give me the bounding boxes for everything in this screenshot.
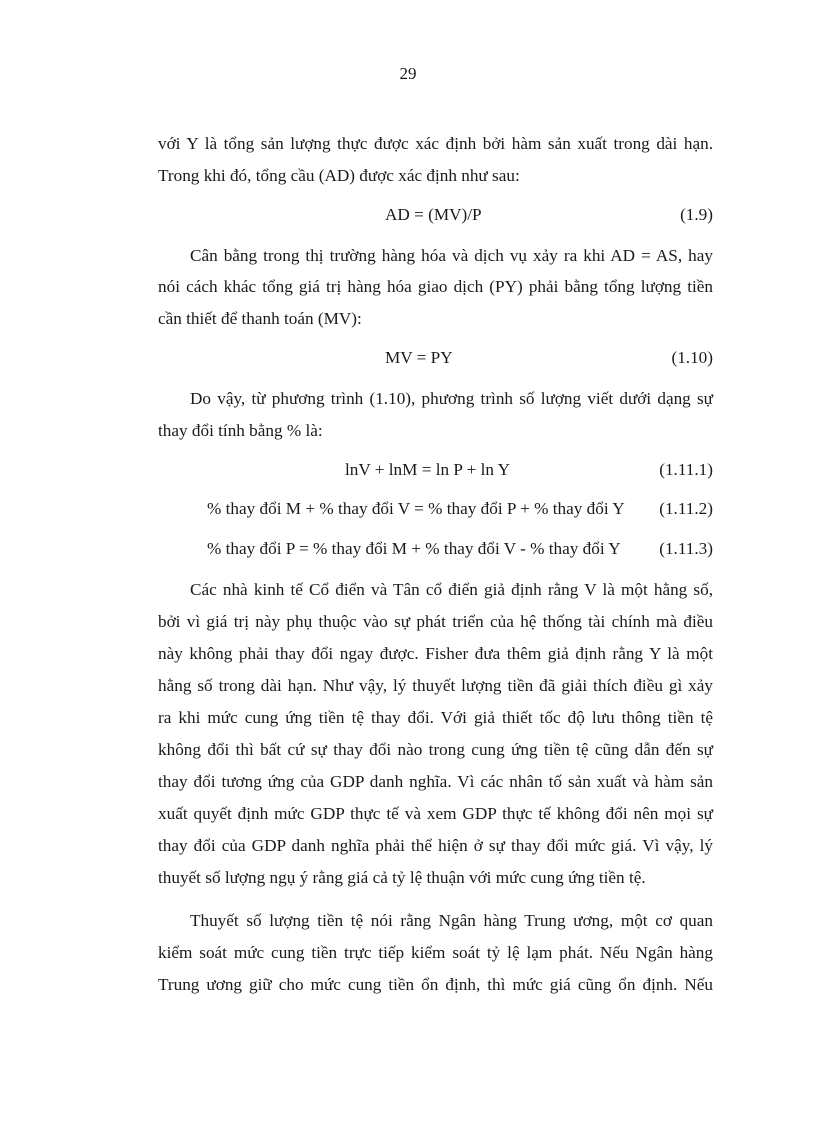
- equation-number-1-11-2: (1.11.2): [659, 499, 713, 518]
- text-line: nói cách khác tổng giá trị hàng hóa giao dịch (PY) phải bằng tổng lượng tiền: [158, 277, 713, 296]
- text-line: này không phải thay đổi ngay được. Fisher đưa thêm giả định rằng Y là một: [158, 644, 713, 663]
- text-line: cần thiết để thanh toán (MV):: [158, 309, 362, 328]
- text-line: bởi vì giá trị này phụ thuộc vào sự phát triển của hệ thống tài chính mà điều: [158, 612, 713, 631]
- equation-number-1-9: (1.9): [680, 205, 713, 224]
- text-line: thay đổi tương ứng của GDP danh nghĩa. Vì các nhân tố sản xuất và hàm sản: [158, 772, 713, 791]
- text-line: xuất quyết định mức GDP thực tế và xem GDP thực tế không đổi nên mọi sự: [158, 804, 713, 823]
- equation-number-1-11-3: (1.11.3): [659, 539, 713, 558]
- text-line: Cân bằng trong thị trường hàng hóa và dịch vụ xảy ra khi AD = AS, hay: [190, 246, 713, 265]
- text-line: thay đổi tính bằng % là:: [158, 421, 323, 440]
- text-line: thay đổi của GDP danh nghĩa phải thể hiện ở sự thay đổi mức giá. Vì vậy, lý: [158, 836, 713, 855]
- equation-number-1-11-1: (1.11.1): [659, 460, 713, 479]
- text-line: Trong khi đó, tổng cầu (AD) được xác định như sau:: [158, 166, 520, 185]
- text-line: hằng số trong dài hạn. Như vậy, lý thuyết lượng tiền đã giải thích điều gì xảy: [158, 676, 713, 695]
- text-line: Thuyết số lượng tiền tệ nói rằng Ngân hàng Trung ương, một cơ quan: [190, 911, 713, 930]
- text-line: thuyết số lượng ngụ ý rằng giá cả tỷ lệ thuận với mức cung ứng tiền tệ.: [158, 868, 646, 887]
- text-line: kiểm soát mức cung tiền trực tiếp kiểm soát tỷ lệ lạm phát. Nếu Ngân hàng: [158, 943, 713, 962]
- text-line: không đổi thì bất cứ sự thay đổi nào trong cung ứng tiền tệ cũng dẫn đến sự: [158, 740, 713, 759]
- equation-1-9: AD = (MV)/P: [385, 205, 482, 224]
- text-line: Các nhà kinh tế Cổ điển và Tân cổ điển giả định rằng V là một hằng số,: [190, 580, 713, 599]
- page-number: 29: [399, 64, 417, 83]
- text-line: Do vậy, từ phương trình (1.10), phương trình số lượng viết dưới dạng sự: [190, 389, 713, 408]
- equation-1-11-2: % thay đổi M + % thay đổi V = % thay đổi P + % thay đổi Y: [207, 499, 625, 518]
- equation-number-1-10: (1.10): [671, 348, 713, 367]
- equation-1-10: MV = PY: [385, 348, 453, 367]
- text-line: với Y là tổng sản lượng thực được xác định bởi hàm sản xuất trong dài hạn.: [158, 134, 713, 153]
- equation-1-11-1: lnV + lnM = ln P + ln Y: [345, 460, 511, 479]
- equation-1-11-3: % thay đổi P = % thay đổi M + % thay đổi V - % thay đổi Y: [207, 539, 621, 558]
- text-line: ra khi mức cung ứng tiền tệ thay đổi. Với giả thiết tốc độ lưu thông tiền tệ: [158, 708, 713, 727]
- text-line: Trung ương giữ cho mức cung tiền ổn định, thì mức giá cũng ổn định. Nếu: [158, 975, 713, 994]
